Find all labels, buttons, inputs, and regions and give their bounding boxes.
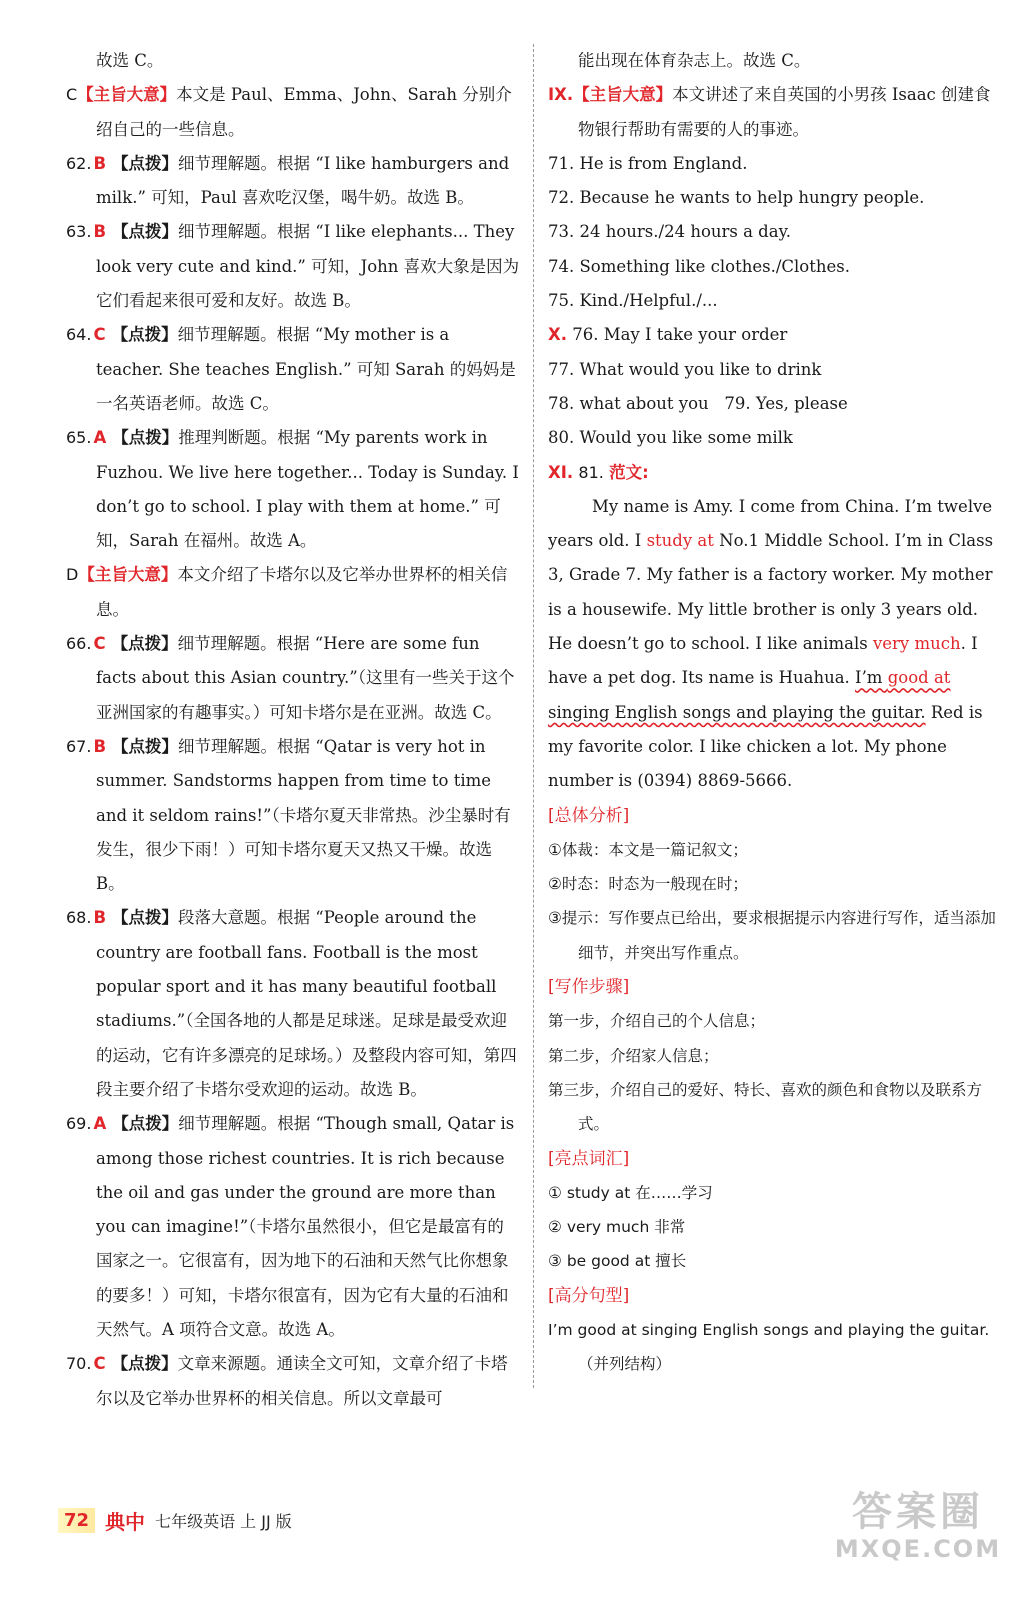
question-65 [66, 421, 520, 558]
hint-tag: 【点拨】 [112, 428, 179, 448]
highlight-sentence-start: I’m [855, 668, 888, 688]
analysis-item: ③提示：写作要点已给出，要求根据提示内容进行写作，适当添加细节，并突出写作重点。 [548, 909, 996, 962]
analysis-item: ②时态：时态为一般现在时； [548, 875, 748, 894]
hint-tag: 【点拨】 [112, 736, 179, 756]
highlight-phrase: good at [887, 668, 951, 688]
answer-letter: A [93, 428, 107, 448]
watermark-top: 答案圈 [852, 1489, 984, 1535]
analysis-item: ①体裁：本文是一篇记叙文； [548, 840, 748, 859]
essay-text: Red is my favorite color. I like chicken a lot. My phone number is (0394) 8869-5666. [548, 702, 983, 791]
answer-letter: B [93, 222, 107, 242]
explanation-text: 细节理解题。根据 “Qatar is very hot in summer. Sandstorms happen from time to time and it seldom rains!”（卡塔尔夏天非常热。沙尘暴时有发生，很少下雨！）可知卡塔尔夏天又热又干燥。故选 B。 [96, 736, 511, 894]
writing-steps-title: [写作步骤] [548, 977, 630, 998]
question-number: 65. [66, 428, 92, 448]
summary-text: 本文是 Paul、Emma、John、Sarah 分别介绍自己的一些信息。 [96, 85, 512, 139]
explanation-text: 细节理解题。根据 “My mother is a teacher. She teaches English.” 可知 Sarah 的妈妈是一名英语老师。故选 C。 [96, 325, 516, 413]
book-title: 七年级英语 上 JJ 版 [155, 1511, 292, 1531]
explanation-text: 细节理解题。根据 “Here are some fun facts about this Asian country.”（这里有一些关于这个亚洲国家的有趣事实。）可知卡塔尔是在亚洲。故选 C。 [96, 634, 515, 722]
answer-letter: A [93, 1114, 107, 1134]
hint-tag: 【点拨】 [111, 1354, 178, 1374]
question-66 [66, 627, 520, 730]
brand-logo: 典中 [105, 1509, 146, 1534]
highlight-vocab-title: [亮点词汇] [548, 1148, 630, 1169]
question-63 [66, 215, 520, 318]
column-divider [533, 44, 534, 1388]
question-70 [66, 1347, 520, 1416]
summary-tag: 【主旨大意】 [78, 565, 178, 585]
summary-text: 本文讲述了来自英国的小男孩 Isaac 创建食物银行帮助有需要的人的事迹。 [578, 85, 991, 139]
question-number: 63. [66, 222, 92, 242]
right-column [548, 44, 1004, 1382]
answer-71: 71. He is from England. [548, 153, 748, 173]
explanation-text: 文章来源题。通读全文可知，文章介绍了卡塔尔以及它举办世界杯的相关信息。所以文章最可 [96, 1354, 508, 1408]
answer-letter: B [93, 153, 107, 173]
answer-letter: C [93, 1354, 106, 1374]
question-number: 70. [66, 1354, 92, 1374]
passage-label: C [66, 85, 78, 105]
summary-tag: 【主旨大意】 [77, 85, 177, 105]
answer-77: 77. What would you like to drink [548, 359, 822, 379]
answer-75: 75. Kind./Helpful./... [548, 291, 718, 311]
section-ix-summary [548, 78, 1004, 147]
sentence-pattern-title: [高分句型] [548, 1285, 630, 1306]
model-essay-tag: 范文: [609, 462, 649, 482]
hint-tag: 【点拨】 [112, 153, 179, 173]
question-69 [66, 1107, 520, 1347]
highlight-phrase: study at [646, 531, 714, 551]
answer-78: 78. what about you [548, 393, 709, 413]
section-xi-header [548, 456, 1004, 490]
passage-label: D [66, 565, 79, 585]
continued-line: 能出现在体育杂志上。故选 C。 [578, 51, 811, 70]
answer-letter: C [93, 325, 106, 345]
sentence-pattern-item: I’m good at singing English songs and playing the guitar.（并列结构） [548, 1320, 990, 1374]
highlight-phrase: very much [872, 634, 961, 654]
watermark-logo [833, 1490, 1003, 1572]
answer-line: 故选 C。 [96, 51, 164, 70]
watermark-bottom: MXQE.COM [834, 1535, 1002, 1563]
question-62 [66, 147, 520, 216]
question-number: 68. [66, 908, 92, 928]
answer-72: 72. Because he wants to help hungry people. [548, 188, 925, 208]
passage-d-summary [66, 558, 520, 627]
hint-tag: 【点拨】 [111, 634, 178, 654]
section-label: XI. [548, 462, 574, 482]
essay-text: No.1 Middle School. I’m in Class 3, Grade 7. My father is a factory worker. My mother is a housewife. My little brother is only 3 years old. He doesn’t go to school. I like animals [548, 531, 994, 654]
answer-76: 76. May I take your order [572, 325, 788, 345]
summary-tag: 【主旨大意】 [573, 85, 673, 105]
hint-tag: 【点拨】 [111, 325, 178, 345]
answer-letter: B [93, 736, 107, 756]
question-number: 62. [66, 153, 92, 173]
summary-text: 本文介绍了卡塔尔以及它举办世界杯的相关信息。 [96, 565, 508, 619]
section-label: X. [548, 325, 567, 345]
answer-74: 74. Something like clothes./Clothes. [548, 256, 850, 276]
step-item: 第三步，介绍自己的爱好、特长、喜欢的颜色和食物以及联系方式。 [548, 1080, 983, 1134]
hint-tag: 【点拨】 [112, 1114, 179, 1134]
overall-analysis-title: [总体分析] [548, 805, 630, 826]
answer-73: 73. 24 hours./24 hours a day. [548, 222, 791, 242]
step-item: 第一步，介绍自己的个人信息； [548, 1012, 766, 1031]
step-item: 第二步，介绍家人信息； [548, 1046, 719, 1065]
vocab-item: ② very much 非常 [548, 1218, 686, 1237]
highlight-sentence: singing English songs and playing the guitar. [548, 702, 926, 722]
question-number: 64. [66, 325, 92, 345]
page-number: 72 [58, 1508, 95, 1533]
explanation-text: 细节理解题。根据 “I like hamburgers and milk.” 可知，Paul 喜欢吃汉堡，喝牛奶。故选 B。 [96, 153, 510, 208]
question-68 [66, 901, 520, 1107]
explanation-text: 细节理解题。根据 “I like elephants... They look very cute and kind.” 可知，John 喜欢大象是因为它们看起来很可爱和友好。故选 B。 [96, 222, 520, 311]
question-number: 67. [66, 736, 92, 756]
answer-letter: B [93, 908, 107, 928]
answer-79: 79. Yes, please [724, 393, 848, 413]
answer-80: 80. Would you like some milk [548, 428, 793, 448]
page-footer [58, 1500, 292, 1540]
question-number: 81. [578, 462, 604, 482]
question-64 [66, 318, 520, 421]
hint-tag: 【点拨】 [112, 222, 179, 242]
model-essay [548, 490, 1004, 799]
question-67 [66, 730, 520, 901]
explanation-text: 推理判断题。根据 “My parents work in Fuzhou. We live here together... Today is Sunday. I don’t go to school. I play with them at home.” 可知，Sarah 在福州。故选 A。 [96, 428, 519, 551]
hint-tag: 【点拨】 [112, 908, 179, 928]
explanation-text: 段落大意题。根据 “People around the country are football fans. Football is the most popular sport and it has many beautiful football stadiums.”（全国各地的人都是足球迷。足球是最受欢迎的运动，它有许多漂亮的足球场。）及整段内容可知，第四段主要介绍了卡塔尔受欢迎的运动。故选 B。 [96, 908, 517, 1099]
essay-text: . I have a pet dog. Its name is Huahua. [548, 634, 978, 688]
explanation-text: 细节理解题。根据 “Though small, Qatar is among those richest countries. It is rich because the oil and gas under the ground are more than you can imagine!”（卡塔尔虽然很小，但它是最富有的国家之一。它很富有，因为地下的石油和天然气比你想象的要多！）可知，卡塔尔很富有，因为它有大量的石油和天然气。A 项符合文意。故选 A。 [96, 1114, 515, 1339]
answer-78-79-row [548, 387, 1004, 421]
question-number: 69. [66, 1114, 92, 1134]
section-label: IX. [548, 85, 574, 105]
question-number: 66. [66, 634, 92, 654]
vocab-item: ③ be good at 擅长 [548, 1252, 687, 1271]
vocab-item: ① study at 在……学习 [548, 1183, 713, 1202]
essay-text: My name is Amy. I come from China. I’m twelve years old. I [548, 496, 993, 551]
passage-c-summary [66, 78, 520, 147]
answer-letter: C [93, 634, 106, 654]
answer-76-row [548, 318, 1004, 352]
left-column [66, 44, 520, 1416]
